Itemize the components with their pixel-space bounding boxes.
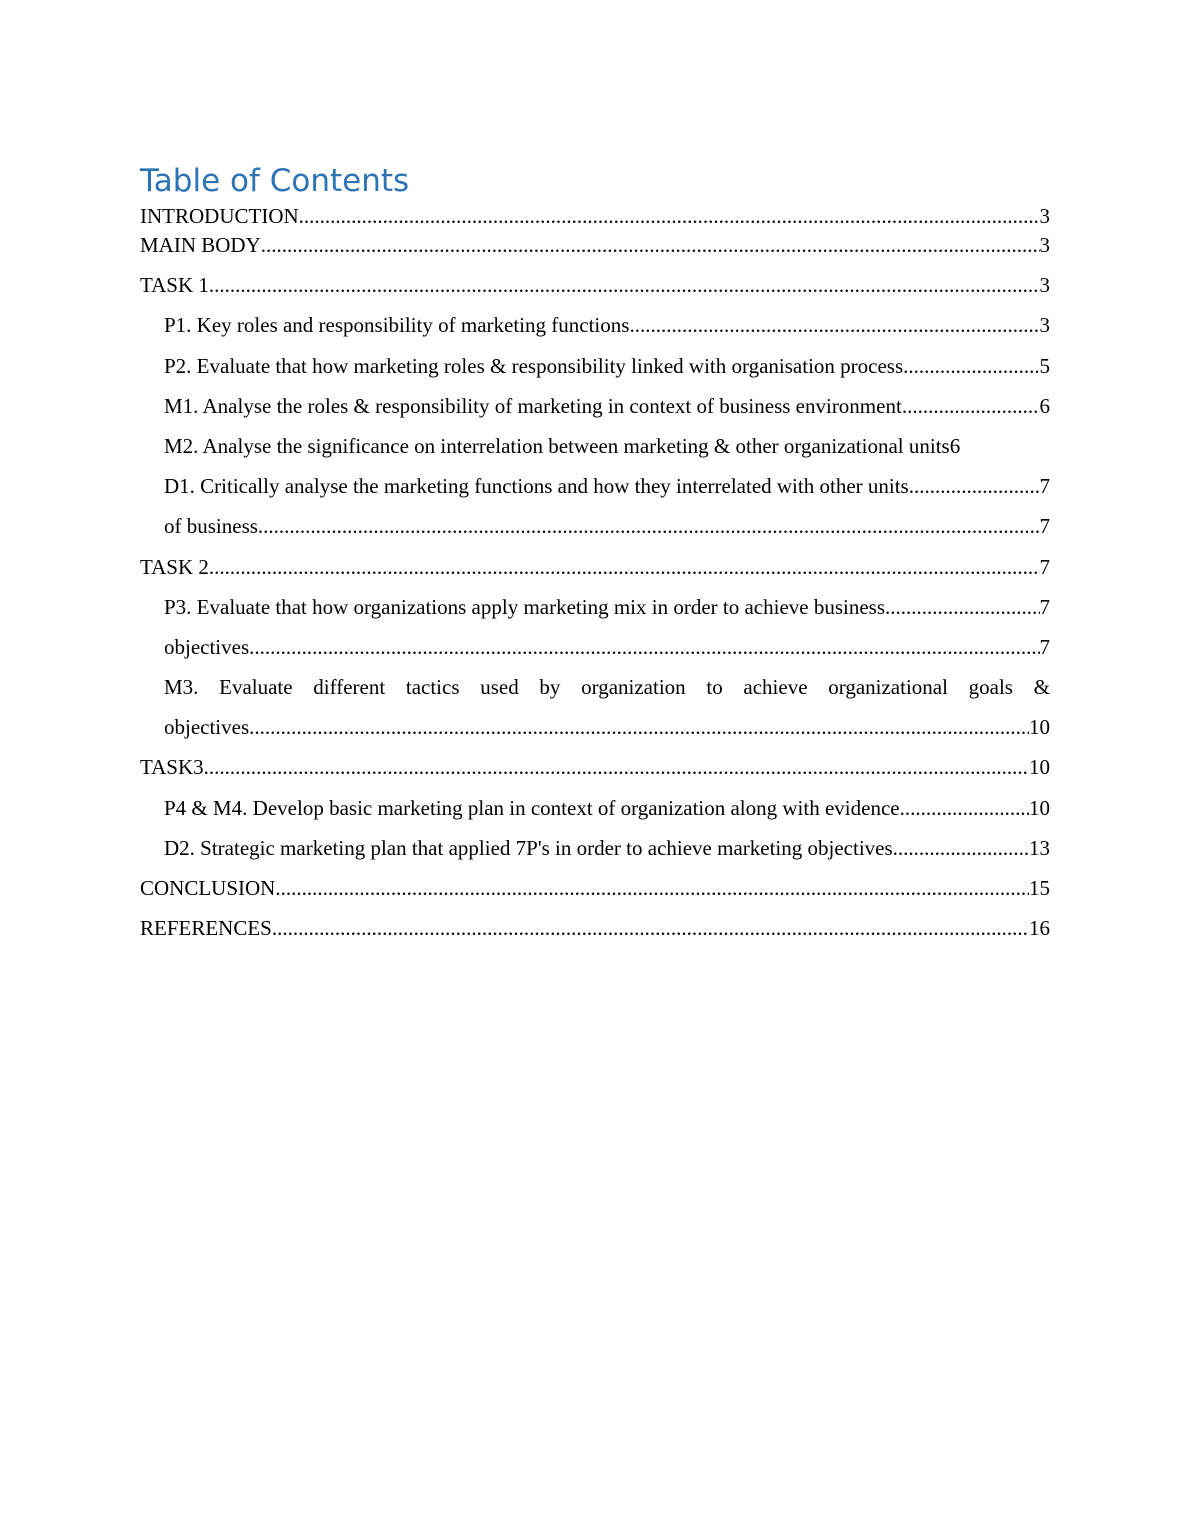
toc-list	[140, 202, 1050, 956]
toc-entry-page: 7	[1039, 634, 1050, 659]
dot-leader	[900, 796, 1029, 821]
toc-entry-label: M2. Analyse the significance on interrelation between marketing & other organizational units	[164, 433, 950, 458]
dot-leader	[885, 595, 1039, 620]
toc-entry-label: D1. Critically analyse the marketing functions and how they interrelated with other units	[164, 474, 909, 499]
toc-entry-d2[interactable]	[140, 836, 1050, 876]
toc-entry-d1-continued[interactable]	[140, 514, 1050, 554]
dot-leader	[909, 474, 1040, 499]
toc-entry-page: 15	[1029, 876, 1050, 900]
toc-entry-page: 13	[1029, 835, 1050, 860]
dot-leader	[249, 715, 1029, 740]
toc-entry-label: objectives	[164, 715, 250, 740]
toc-entry-label: M3. Evaluate different tactics used by organization to achieve organizational goals &	[164, 675, 1050, 700]
toc-entry-conclusion[interactable]	[140, 876, 1050, 916]
toc-title: Table of Contents	[140, 163, 410, 199]
toc-entry-m3[interactable]	[140, 675, 1050, 715]
toc-entry-page: 6	[949, 433, 961, 458]
toc-entry-label: TASK3	[140, 755, 204, 780]
toc-entry-page: 7	[1039, 554, 1050, 579]
toc-entry-page: 10	[1029, 795, 1050, 820]
dot-leader	[249, 635, 1039, 660]
toc-entry-page: 16	[1029, 916, 1050, 941]
dot-leader	[272, 916, 1029, 941]
dot-leader	[629, 313, 1039, 338]
toc-entry-label: REFERENCES	[140, 916, 272, 941]
toc-entry-page: 10	[1029, 755, 1050, 780]
dot-leader	[903, 354, 1039, 379]
toc-entry-p1[interactable]	[140, 313, 1050, 353]
toc-entry-page: 3	[1039, 273, 1050, 298]
toc-entry-page: 10	[1029, 715, 1050, 740]
dot-leader	[261, 233, 1040, 258]
toc-entry-label: M1. Analyse the roles & responsibility of marketing in context of business environment	[164, 393, 902, 418]
toc-entry-label: objectives	[164, 634, 250, 659]
toc-entry-task-1[interactable]	[140, 273, 1050, 313]
toc-entry-p2[interactable]	[140, 354, 1050, 394]
toc-entry-m2[interactable]	[140, 434, 1050, 474]
toc-entry-m3-continued[interactable]	[140, 715, 1050, 755]
toc-entry-label: CONCLUSION	[140, 876, 276, 900]
dot-leader	[258, 514, 1040, 539]
dot-leader	[902, 394, 1040, 419]
toc-entry-main-body[interactable]	[140, 233, 1050, 273]
toc-entry-label: TASK 1	[140, 273, 209, 298]
toc-entry-page: 7	[1039, 594, 1050, 619]
toc-entry-label: P4 & M4. Develop basic marketing plan in context of organization along with evidence	[164, 795, 900, 820]
toc-entry-label: MAIN BODY	[140, 233, 261, 257]
toc-entry-label: of business	[164, 514, 258, 539]
toc-entry-page: 7	[1039, 474, 1050, 499]
toc-entry-page: 3	[1039, 204, 1050, 228]
toc-entry-label: TASK 2	[140, 554, 209, 579]
toc-entry-m1[interactable]	[140, 394, 1050, 434]
toc-entry-d1[interactable]	[140, 474, 1050, 514]
toc-entry-label: P1. Key roles and responsibility of marketing functions	[164, 313, 630, 338]
toc-entry-page: 6	[1039, 393, 1050, 418]
toc-entry-page: 7	[1039, 514, 1050, 539]
toc-entry-page: 3	[1039, 233, 1050, 257]
dot-leader	[209, 273, 1040, 298]
dot-leader	[204, 755, 1029, 780]
toc-entry-introduction[interactable]	[140, 202, 1050, 233]
toc-entry-task-3[interactable]	[140, 755, 1050, 795]
table-of-contents	[140, 160, 1050, 956]
toc-entry-p3[interactable]	[140, 595, 1050, 635]
toc-entry-label: D2. Strategic marketing plan that applied 7P's in order to achieve marketing objectives	[164, 835, 893, 860]
toc-entry-page: 3	[1039, 313, 1050, 338]
toc-entry-p3-continued[interactable]	[140, 635, 1050, 675]
toc-entry-references[interactable]	[140, 916, 1050, 956]
dot-leader	[893, 836, 1029, 861]
toc-entry-label: INTRODUCTION	[140, 204, 299, 228]
toc-entry-task-2[interactable]	[140, 555, 1050, 595]
toc-entry-label: P2. Evaluate that how marketing roles & responsibility linked with organisation process	[164, 353, 904, 378]
toc-entry-p4-m4[interactable]	[140, 796, 1050, 836]
dot-leader	[275, 876, 1029, 901]
toc-entry-label: P3. Evaluate that how organizations apply marketing mix in order to achieve business	[164, 594, 886, 619]
dot-leader	[209, 555, 1040, 580]
toc-entry-page: 5	[1039, 353, 1050, 378]
dot-leader	[299, 202, 1040, 230]
